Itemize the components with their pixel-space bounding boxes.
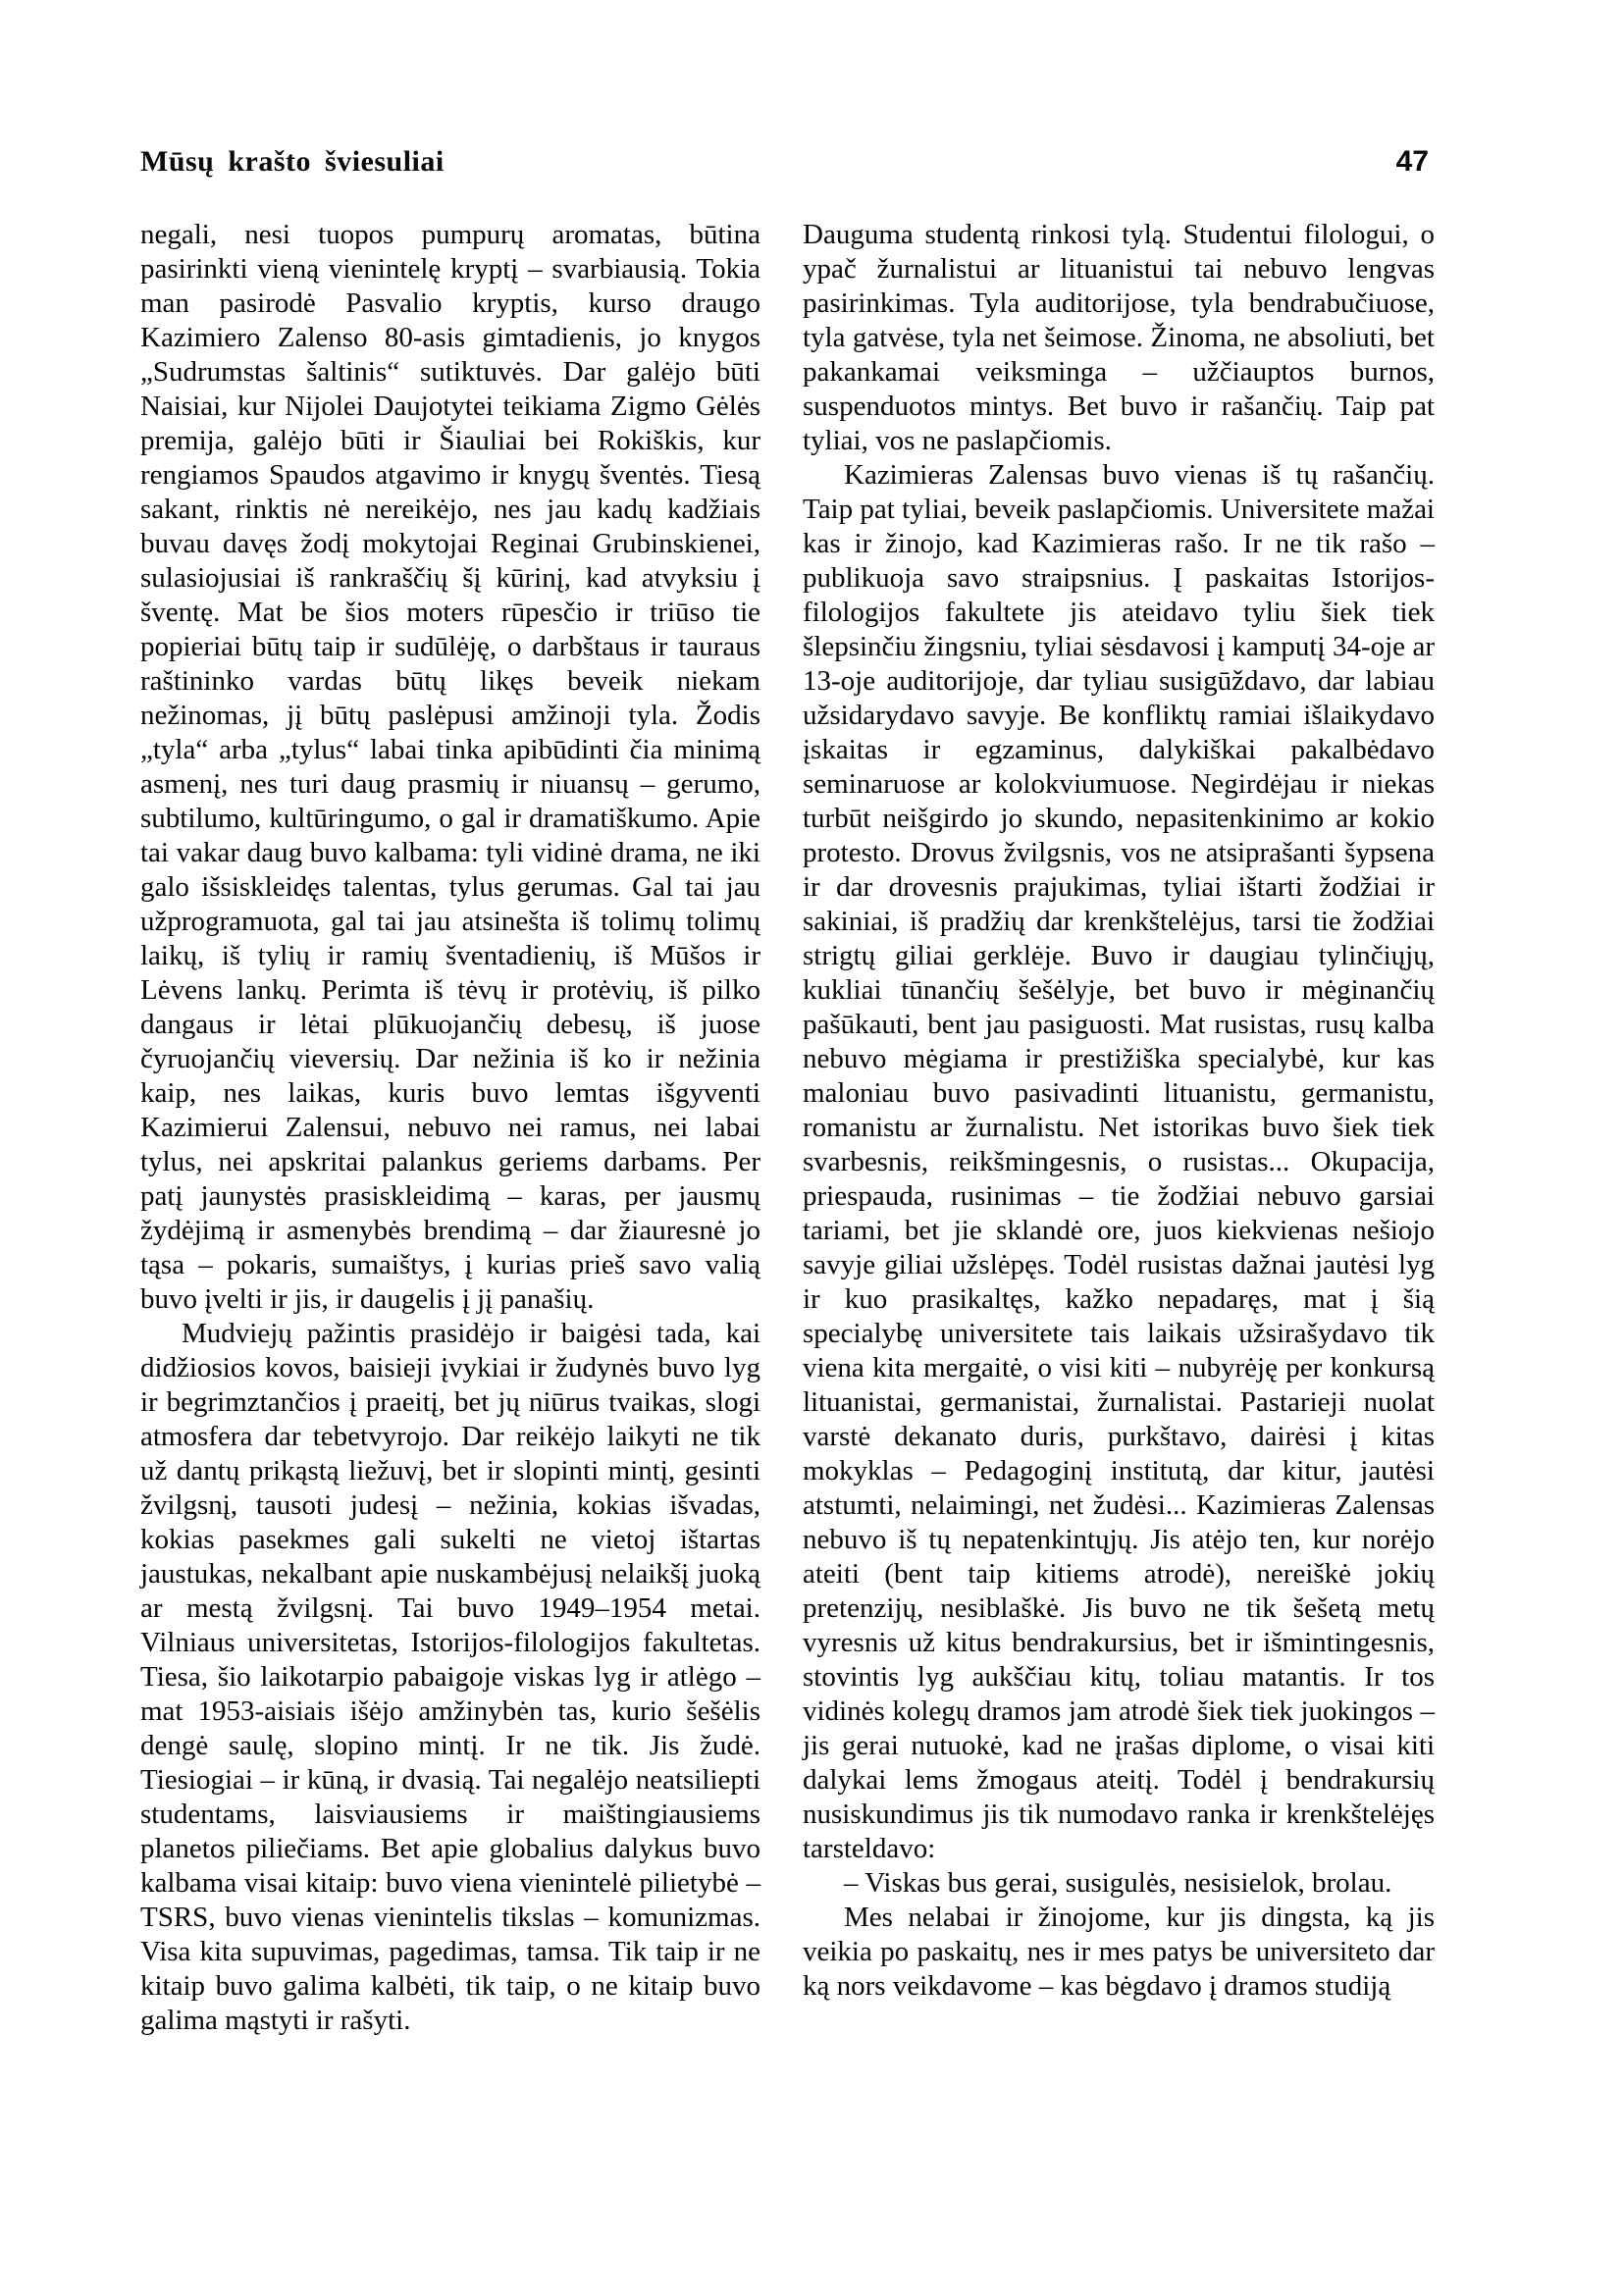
right-paragraph-4: Mes nelabai ir žinojome, kur jis dingsta, ką jis veikia po paskaitų, nes ir mes patys be universiteto dar ką nors veikdavome – kas bėgdavo į dramos studiją xyxy=(803,1902,1435,2002)
text-columns xyxy=(140,218,1435,2038)
right-column xyxy=(803,218,1435,2038)
left-column xyxy=(140,218,760,2038)
right-paragraph-continuation: Dauguma studentą rinkosi tylą. Studentui filologui, o ypač žurnalistui ar lituanistui tai nebuvo lengvas pasirinkimas. Tyla auditorijose, tyla bendrabučiuose, tyla gatvėse, tyla net šeimose. Žinoma, ne absoliuti, bet pakankamai veiksminga – užčiauptos burnos, suspenduotos mintys. Bet buvo ir rašančių. Taip pat tyliai, vos ne paslapčiomis. xyxy=(803,219,1435,456)
running-title: Mūsų krašto šviesuliai xyxy=(140,145,445,178)
right-paragraph-dialogue: – Viskas bus gerai, susigulės, nesisielok, brolau. xyxy=(844,1867,1392,1899)
left-paragraph-2: Mudviejų pažintis prasidėjo ir baigėsi tada, kai didžiosios kovos, baisieji įvykiai ir žudynės buvo lyg ir begrimztančios į praeitį, bet jų niūrus tvaikas, slogi atmosfera dar tebetvyrojo. Dar reikėjo laikyti ne tik už dantų prikąstą liežuvį, bet ir slopinti mintį, gesinti žvilgsnį, tausoti judesį – nežinia, kokias išvadas, kokias pasekmes gali sukelti ne vietoj ištartas jaustukas, nekalbant apie nuskambėjusį nelaikšį juoką ar mestą žvilgsnį. Tai buvo 1949–1954 metai. Vilniaus universitetas, Istorijos-filologijos fakultetas. Tiesa, šio laikotarpio pabaigoje viskas lyg ir atlėgo – mat 1953-aisiais išėjo amžinybėn tas, kurio šešėlis dengė saulę, slopino mintį. Ir ne tik. Jis žudė. Tiesiogiai – ir kūną, ir dvasią. Tai negalėjo neatsiliepti studentams, laisviausiems ir maištingiausiems planetos piliečiams. Bet apie globalius dalykus buvo kalbama visai kitaip: buvo viena vienintelė pilietybė – TSRS, buvo vienas vienintelis tikslas – komunizmas. Visa kita supuvimas, pagedimas, tamsa. Tik taip ir ne kitaip buvo galima kalbėti, tik taip, o ne kitaip buvo galima mąstyti ir rašyti. xyxy=(140,1318,760,2036)
page-header xyxy=(140,145,1435,179)
page-number: 47 xyxy=(1395,145,1429,178)
left-paragraph-continuation: negali, nesi tuopos pumpurų aromatas, būtina pasirinkti vieną vienintelę kryptį – svarbiausią. Tokia man pasirodė Pasvalio kryptis, kurso draugo Kazimiero Zalenso 80-asis gimtadienis, jo knygos „Sudrumstas šaltinis“ sutiktuvės. Dar galėjo būti Naisiai, kur Nijolei Daujotytei teikiama Zigmo Gėlės premija, galėjo būti ir Šiauliai bei Rokiškis, kur rengiamos Spaudos atgavimo ir knygų šventės. Tiesą sakant, rinktis nė nereikėjo, nes jau kadų kadžiais buvau davęs žodį mokytojai Reginai Grubinskienei, sulasiojusiai iš rankraščių šį kūrinį, kad atvyksiu į šventę. Mat be šios moters rūpesčio ir triūso tie popieriai būtų taip ir sudūlėję, o darbštaus ir tauraus raštininko vardas būtų likęs beveik niekam nežinomas, jį būtų paslėpusi amžinoji tyla. Žodis „tyla“ arba „tylus“ labai tinka apibūdinti čia minimą asmenį, nes turi daug prasmių ir niuansų – gerumo, subtilumo, kultūringumo, o gal ir dramatiškumo. Apie tai vakar daug buvo kalbama: tyli vidinė drama, ne iki galo išsiskleidęs talentas, tylus gerumas. Gal tai jau užprogramuota, gal tai jau atsinešta iš tolimų tolimų laikų, iš tylių ir ramių šventadienių, iš Mūšos ir Lėvens lankų. Perimta iš tėvų ir protėvių, iš pilko dangaus ir lėtai plūkuojančių debesų, iš juose čyruojančių vieversių. Dar nežinia iš ko ir nežinia kaip, nes laikas, kuris buvo lemtas išgyventi Kazimierui Zalensui, nebuvo nei ramus, nei labai tylus, nei apskritai palankus geriems darbams. Per patį jaunystės prasiskleidimą – karas, per jausmų žydėjimą ir asmenybės brendimą – dar žiauresnė jo tąsa – pokaris, sumaištys, į kurias prieš savo valią buvo įvelti ir jis, ir daugelis į jį panašių. xyxy=(140,219,760,1315)
right-paragraph-2: Kazimieras Zalensas buvo vienas iš tų rašančių. Taip pat tyliai, beveik paslapčiomis. Universitete mažai kas ir žinojo, kad Kazimieras rašo. Ir ne tik rašo – publikuoja savo straipsnius. Į paskaitas Istorijos-filologijos fakultete jis ateidavo tyliu šiek tiek šlepsinčiu žingsniu, tyliai sėsdavosi į kamputį 34-oje ar 13-oje auditorijoje, dar tyliau susigūždavo, dar labiau užsidarydavo savyje. Be konfliktų ramiai išlaikydavo įskaitas ir egzaminus, dalykiškai pakalbėdavo seminaruose ar kolokviumuose. Negirdėjau ir niekas turbūt neišgirdo jo skundo, nepasitenkinimo ar kokio protesto. Drovus žvilgsnis, vos ne atsiprašanti šypsena ir dar drovesnis prajukimas, tyliai ištarti žodžiai ir sakiniai, iš pradžių dar krenkštelėjus, tarsi tie žodžiai strigtų giliai gerklėje. Buvo ir daugiau tylinčiųjų, kukliai tūnančių šešėlyje, bet buvo ir mėginančių pašūkauti, bent jau pasiguosti. Mat rusistas, rusų kalba nebuvo mėgiama ir prestižiška specialybė, kur kas maloniau buvo pasivadinti lituanistu, germanistu, romanistu ar žurnalistu. Net istorikas buvo šiek tiek svarbesnis, reikšmingesnis, o rusistas... Okupacija, priespauda, rusinimas – tie žodžiai nebuvo garsiai tariami, bet jie sklandė ore, juos kiekvienas nešiojo savyje giliai užslėpęs. Todėl rusistas dažnai jautėsi lyg ir kuo prasikaltęs, kažko nepadaręs, mat į šią specialybę universitete tais laikais užsirašydavo tik viena kita mergaitė, o visi kiti – nubyrėję per konkursą lituanistai, germanistai, žurnalistai. Pastarieji nuolat varstė dekanato duris, purkštavo, dairėsi į kitas mokyklas – Pedagoginį institutą, dar kitur, jautėsi atstumti, nelaimingi, net žudėsi... Kazimieras Zalensas nebuvo iš tų nepatenkintųjų. Jis atėjo ten, kur norėjo ateiti (bent taip kitiems atrodė), nereiškė jokių pretenzijų, nesiblaškė. Jis buvo ne tik šešetą metų vyresnis už kitus bendrakursius, bet ir išmintingesnis, stovintis lyg aukščiau kitų, toliau matantis. Ir tos vidinės kolegų dramos jam atrodė šiek tiek juokingos – jis gerai nutuokė, kad ne įrašas diplome, o visai kiti dalykai lems žmogaus ateitį. Todėl į bendrakursių nusiskundimus jis tik numodavo ranka ir krenkštelėjęs tarsteldavo: xyxy=(803,459,1435,1864)
